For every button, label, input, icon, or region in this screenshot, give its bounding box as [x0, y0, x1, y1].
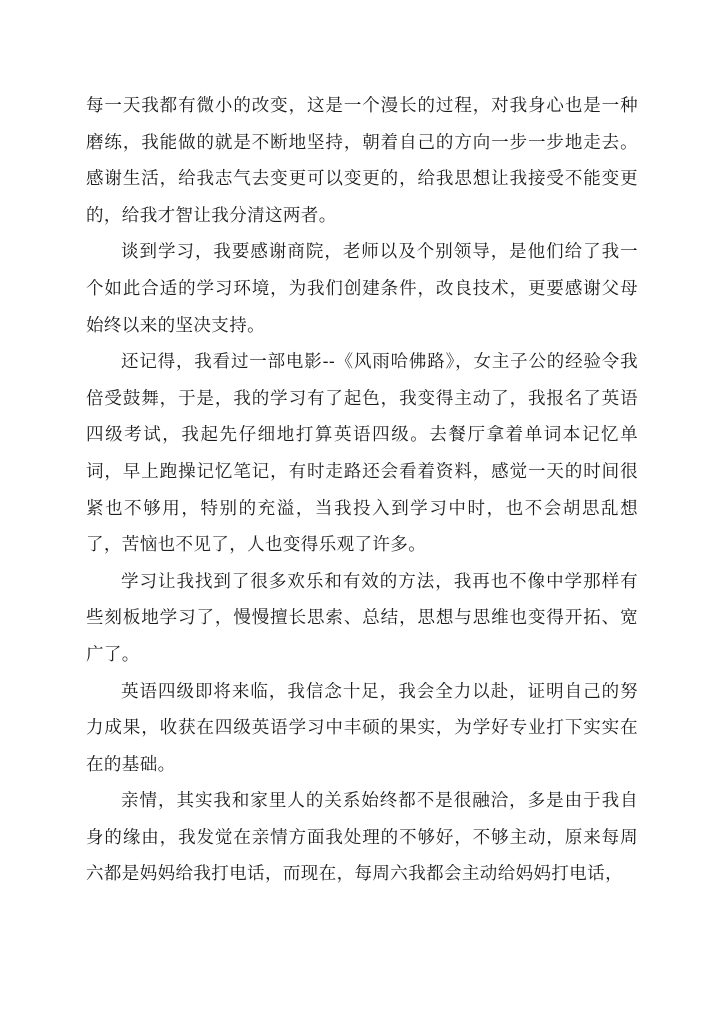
paragraph-study-methods: 学习让我找到了很多欢乐和有效的方法，我再也不像中学那样有些刻板地学习了，慢慢擅长思索、总结，思想与思维也变得开拓、宽广了。	[86, 571, 638, 665]
paragraph-family-relationship: 亲情，其实我和家里人的关系始终都不是很融洽，多是由于我自身的缘由，我发觉在亲情方面我处理的不够好，不够主动，原来每周六都是妈妈给我打电话，而现在，每周六我都会主动给妈妈打电话，	[86, 791, 638, 885]
paragraph-change-and-gratitude: 每一天我都有微小的改变，这是一个漫长的过程，对我身心也是一种磨练，我能做的就是不断地坚持，朝着自己的方向一步一步地走去。感谢生活，给我志气去变更可以变更的，给我思想让我接受不能变更的，给我才智让我分清这两者。	[86, 96, 638, 226]
paragraph-cet4-goal: 英语四级即将来临，我信念十足，我会全力以赴，证明自己的努力成果，收获在四级英语学习中丰硕的果实，为学好专业打下实实在在的基础。	[86, 681, 638, 775]
paragraph-study-thanks: 谈到学习，我要感谢商院，老师以及个别领导，是他们给了我一个如此合适的学习环境，为我们创建条件，改良技术，更要感谢父母始终以来的坚决支持。	[86, 242, 638, 336]
document-body	[86, 88, 638, 893]
paragraph-movie-inspiration: 还记得，我看过一部电影--《风雨哈佛路》，女主子公的经验令我倍受鼓舞，于是，我的学习有了起色，我变得主动了，我报名了英语四级考试，我起先仔细地打算英语四级。去餐厅拿着单词本记忆单词，早上跑操记忆笔记，有时走路还会看着资料，感觉一天的时间很紧也不够用，特别的充溢，当我投入到学习中时，也不会胡思乱想了，苦恼也不见了，人也变得乐观了许多。	[86, 352, 638, 556]
